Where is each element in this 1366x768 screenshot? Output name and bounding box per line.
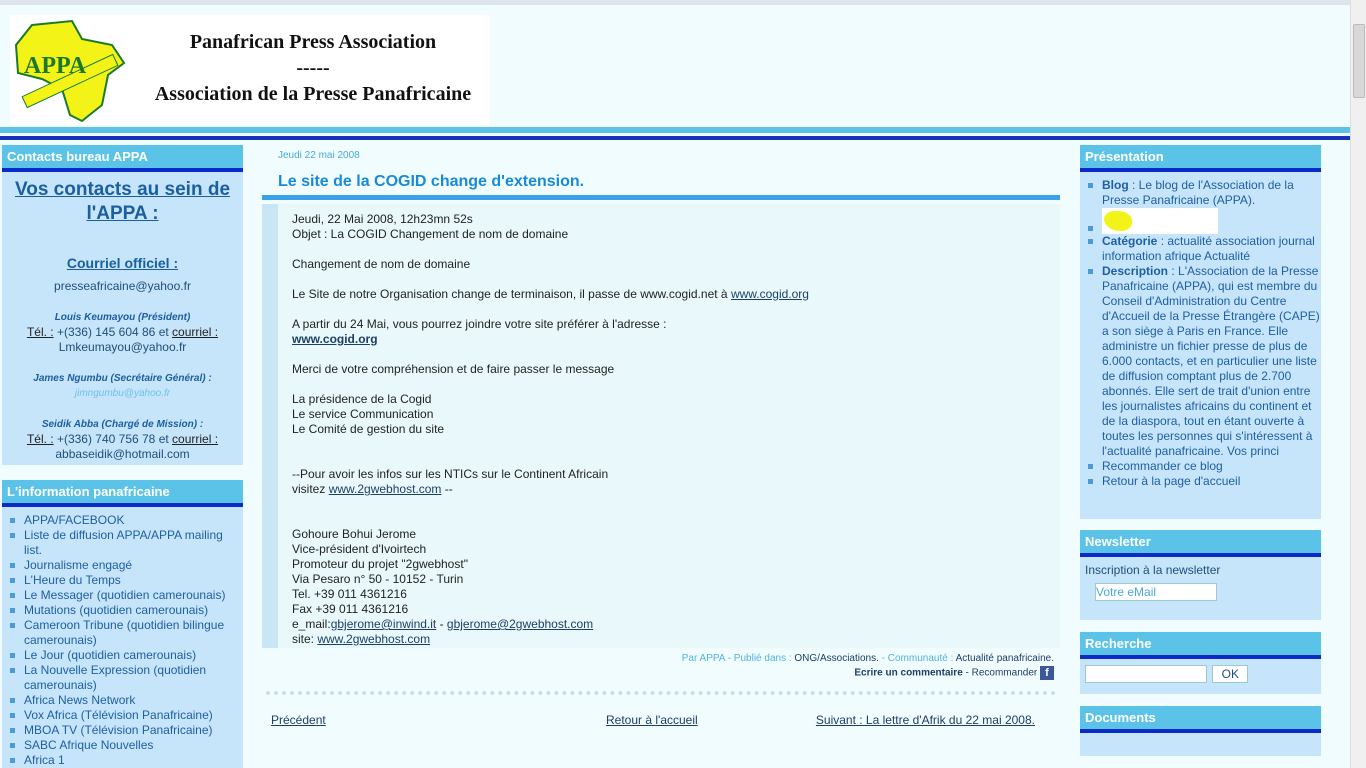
- site-link[interactable]: www.2gwebhost.com: [317, 632, 431, 646]
- mail-label: courriel :: [172, 432, 219, 446]
- description-item: [1088, 264, 1321, 459]
- header-rule: [0, 136, 1350, 140]
- signature-line: Via Pesaro n° 50 - 10152 - Turin: [292, 572, 464, 586]
- info-link[interactable]: Mutations (quotidien camerounais): [10, 603, 243, 618]
- info-link[interactable]: Africa News Network: [10, 693, 243, 708]
- vertical-scrollbar[interactable]: [1350, 0, 1366, 768]
- body-line: Le Comité de gestion du site: [292, 422, 445, 436]
- svg-text:APPA: APPA: [24, 53, 87, 79]
- body-line: Merci de votre compréhension et de faire passer le message: [292, 362, 615, 376]
- email-link[interactable]: gbjerome@inwind.it: [330, 617, 437, 631]
- search-title: Recherche: [1080, 632, 1321, 659]
- mail-label: courriel :: [172, 325, 219, 339]
- facebook-icon[interactable]: f: [1040, 666, 1054, 680]
- info-box: [2, 480, 243, 768]
- contact-email: Lmkeumayou@yahoo.fr: [58, 340, 187, 354]
- contact-email: abbaseidik@hotmail.com: [55, 447, 190, 461]
- scrollbar-thumb[interactable]: [1353, 24, 1365, 98]
- contact-name: James Ngumbu (Secrétaire Général) :: [33, 373, 212, 384]
- home-page-link[interactable]: Retour à la page d'accueil: [1088, 474, 1321, 489]
- header-band: [0, 127, 1350, 133]
- info-link[interactable]: Africa 1: [10, 753, 243, 768]
- article: [262, 150, 1060, 753]
- contact-email[interactable]: jimngumbu@yahoo.fr: [74, 388, 171, 399]
- tel-label: Tél. :: [26, 325, 54, 339]
- info-link[interactable]: L'Heure du Temps: [10, 573, 243, 588]
- top-border: [0, 0, 1350, 5]
- article-body: [262, 204, 1060, 648]
- title-separator: -----: [296, 57, 330, 79]
- documents-box: [1080, 706, 1321, 756]
- info-link[interactable]: Journalisme engagé: [10, 558, 243, 573]
- info-link[interactable]: La Nouvelle Expression (quotidien camerounais): [10, 663, 243, 693]
- info-link[interactable]: Liste de diffusion APPA/APPA mailing list.: [10, 528, 243, 558]
- info-link[interactable]: SABC Afrique Nouvelles: [10, 738, 243, 753]
- category-item: [1088, 234, 1321, 264]
- blog-thumbnail[interactable]: [1102, 208, 1218, 234]
- newsletter-email-input[interactable]: [1095, 583, 1217, 601]
- previous-link[interactable]: Précédent: [271, 712, 326, 727]
- site-banner[interactable]: [10, 15, 490, 125]
- banner-title: [138, 29, 488, 107]
- info-link[interactable]: APPA/FACEBOOK: [10, 513, 243, 528]
- contacts-title: Contacts bureau APPA: [2, 145, 243, 172]
- tel-label: Tél. :: [26, 432, 54, 446]
- blog-item: [1088, 178, 1321, 208]
- newsletter-title: Newsletter: [1080, 530, 1321, 557]
- info-link[interactable]: Le Messager (quotidien camerounais): [10, 588, 243, 603]
- contacts-box: [2, 145, 243, 465]
- contacts-heading[interactable]: Vos contacts au sein de l'APPA :: [14, 179, 231, 224]
- signature-line: Promoteur du projet "2gwebhost": [292, 557, 468, 571]
- search-ok-button[interactable]: OK: [1212, 665, 1248, 683]
- signature-line: Gohoure Bohui Jerome: [292, 527, 417, 541]
- presentation-title: Présentation: [1080, 145, 1321, 172]
- divider: [266, 691, 1056, 695]
- post-navigation: [262, 713, 1060, 753]
- comment-link[interactable]: Ecrire un commentaire: [854, 667, 963, 679]
- separator: -: [436, 617, 447, 631]
- appa-logo: [12, 15, 132, 125]
- home-link[interactable]: Retour à l'accueil: [606, 712, 698, 727]
- documents-title: Documents: [1080, 706, 1321, 733]
- info-link[interactable]: Cameroon Tribune (quotidien bilingue camerounais): [10, 618, 243, 648]
- newsletter-label: Inscription à la newsletter: [1085, 563, 1221, 577]
- category-label: Catégorie: [1102, 234, 1158, 248]
- body-line: Objet : La COGID Changement de nom de domaine: [292, 227, 569, 241]
- official-label: Courriel officiel :: [66, 255, 179, 271]
- info-link[interactable]: Le Jour (quotidien camerounais): [10, 648, 243, 663]
- body-line: Changement de nom de domaine: [292, 257, 471, 271]
- body-line: --Pour avoir les infos sur les NTICs sur le Continent Africain: [292, 467, 609, 481]
- signature-line: Tel. +39 011 4361216: [292, 587, 407, 601]
- community-link[interactable]: Actualité panafricaine.: [955, 653, 1054, 664]
- info-link[interactable]: Vox Africa (Télévision Panafricaine): [10, 708, 243, 723]
- recommend-link[interactable]: - Recommander: [962, 667, 1038, 679]
- description-text: : L'Association de la Presse Panafricaine (APPA), qui est membre du Conseil d'Administration du Centre d'Accueil de la Presse Étrangère (CAPE) a son siège à Paris en France. Elle administre un fichier presse de plus de 6.000 contacts, et en particulier une liste de diffusion comptant plus de 2.700 abonnés. Elle sert de trait d'union entre les journalistes africains du continent et de la diaspora, tout en étant ouverte à toutes les personnes qui s'intéressent à l'actualité panafricaine. Vos princi: [1102, 264, 1320, 458]
- next-link[interactable]: Suivant : La lettre d'Afrik du 22 mai 2008.: [815, 712, 1035, 727]
- body-line: La présidence de la Cogid: [292, 392, 432, 406]
- signature-line: e_mail:: [292, 617, 331, 631]
- email-link[interactable]: gbjerome@2gwebhost.com: [446, 617, 594, 631]
- contact-phone: +(336) 740 756 78 et: [53, 432, 173, 446]
- category-text[interactable]: : actualité association journal information afrique Actualité: [1102, 234, 1315, 263]
- meta-community: - Communauté :: [878, 653, 956, 664]
- blog-text: : Le blog de l'Association de la Presse Panafricaine (APPA).: [1102, 178, 1294, 207]
- info-title: L'information panafricaine: [2, 480, 243, 507]
- cogid-link[interactable]: www.cogid.org: [730, 287, 809, 301]
- article-meta: [262, 648, 1060, 685]
- body-line: Le Site de notre Organisation change de terminaison, il passe de www.cogid.net à: [292, 287, 731, 301]
- title-en: Panafrican Press Association: [189, 31, 437, 53]
- blog-label: Blog: [1102, 178, 1129, 192]
- signature-line: site:: [292, 632, 318, 646]
- cogid-link-bold[interactable]: www.cogid.org: [292, 332, 378, 346]
- official-email: presseafricaine@yahoo.fr: [54, 279, 191, 293]
- title-fr: Association de la Presse Panafricaine: [154, 83, 472, 105]
- blog-thumb-item: [1088, 208, 1321, 234]
- body-line: Le service Communication: [292, 407, 434, 421]
- info-links: [2, 507, 243, 768]
- signature-line: Fax +39 011 4361216: [292, 602, 409, 616]
- presentation-box: [1080, 145, 1321, 519]
- search-input[interactable]: [1085, 665, 1207, 683]
- category-link[interactable]: ONG/Associations.: [794, 653, 879, 664]
- 2gwebhost-link[interactable]: www.2gwebhost.com: [328, 482, 442, 496]
- description-label: Description: [1102, 264, 1169, 278]
- contact-phone: +(336) 145 604 86 et: [53, 325, 173, 339]
- body-line: visitez: [292, 482, 329, 496]
- newsletter-box: [1080, 530, 1321, 620]
- contact-name: Seidik Abba (Chargé de Mission) :: [41, 419, 204, 430]
- signature-line: Vice-président d'Ivoirtech: [292, 542, 427, 556]
- contact-name: Louis Keumayou (Président): [54, 312, 191, 323]
- info-link[interactable]: MBOA TV (Télévision Panafricaine): [10, 723, 243, 738]
- search-box: [1080, 632, 1321, 694]
- body-line: Jeudi, 22 Mai 2008, 12h23mn 52s: [292, 212, 473, 226]
- recommend-blog-link[interactable]: Recommander ce blog: [1088, 459, 1321, 474]
- body-line: --: [441, 482, 453, 496]
- article-title[interactable]: Le site de la COGID change d'extension.: [262, 161, 1060, 200]
- meta-by: Par APPA - Publié dans :: [681, 653, 795, 664]
- body-line: A partir du 24 Mai, vous pourrez joindre votre site préférer à l'adresse :: [292, 317, 667, 331]
- article-date: Jeudi 22 mai 2008: [278, 150, 360, 161]
